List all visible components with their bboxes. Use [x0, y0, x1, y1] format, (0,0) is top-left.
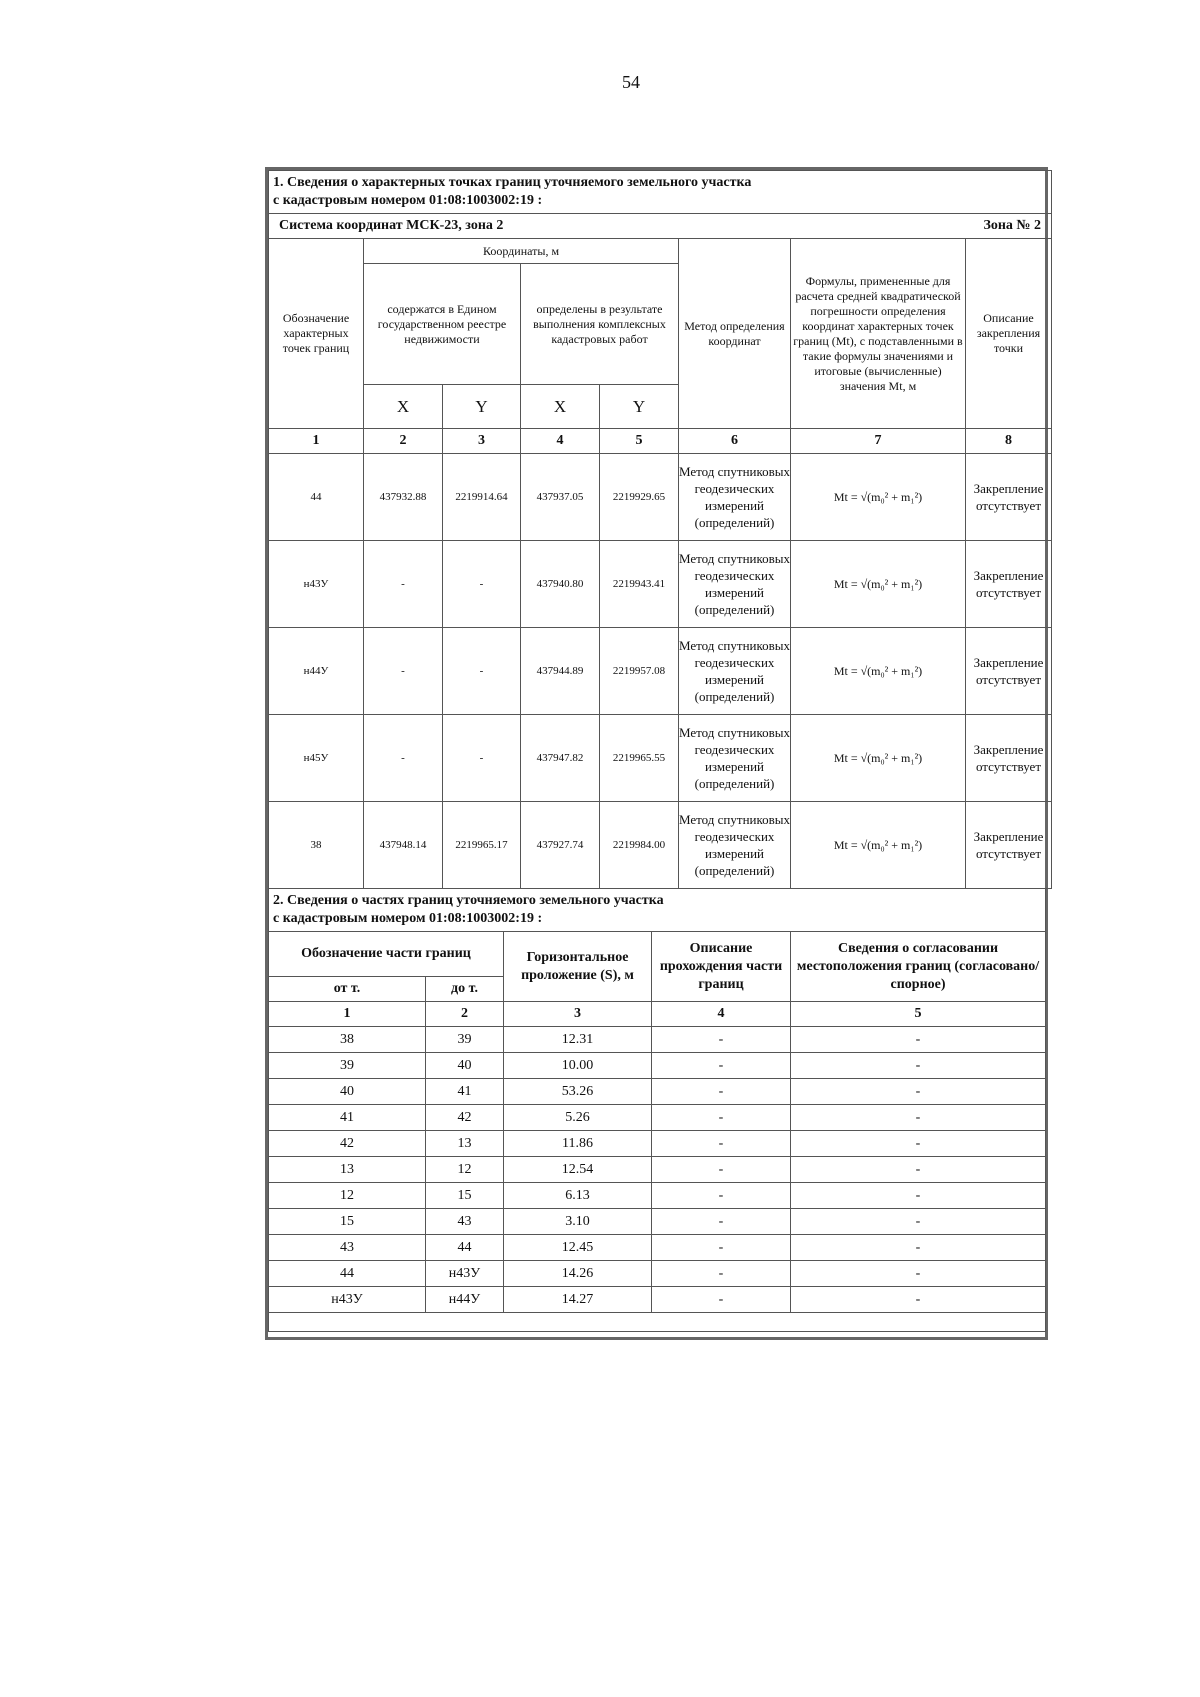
y-determined: 2219957.08 — [600, 628, 679, 715]
to-point: 15 — [426, 1183, 504, 1209]
agreement: - — [791, 1131, 1046, 1157]
agreement: - — [791, 1287, 1046, 1313]
y-registry: - — [443, 628, 521, 715]
to-point: н44У — [426, 1287, 504, 1313]
col-number: 6 — [679, 429, 791, 454]
description: - — [652, 1105, 791, 1131]
formula: Mt = √(m₀² + m₁²) — [791, 628, 966, 715]
table-row — [269, 1261, 1046, 1287]
from-point: 44 — [269, 1261, 426, 1287]
fixing: Закрепление отсутствует — [966, 454, 1052, 541]
x-registry: 437948.14 — [364, 802, 443, 889]
col-number: 8 — [966, 429, 1052, 454]
y-determined: 2219965.55 — [600, 715, 679, 802]
col-number: 1 — [269, 429, 364, 454]
x-registry: 437932.88 — [364, 454, 443, 541]
point-id: н44У — [269, 628, 364, 715]
fixing: Закрепление отсутствует — [966, 541, 1052, 628]
header-y1: Y — [443, 385, 521, 429]
agreement: - — [791, 1235, 1046, 1261]
y-determined: 2219984.00 — [600, 802, 679, 889]
agreement: - — [791, 1105, 1046, 1131]
length: 12.31 — [504, 1027, 652, 1053]
from-point: 40 — [269, 1079, 426, 1105]
y-determined: 2219929.65 — [600, 454, 679, 541]
y-registry: 2219914.64 — [443, 454, 521, 541]
description: - — [652, 1131, 791, 1157]
col-number: 7 — [791, 429, 966, 454]
length: 14.27 — [504, 1287, 652, 1313]
table-row — [269, 1079, 1046, 1105]
method: Метод спутниковых геодезических измерений (определений) — [679, 628, 791, 715]
header-agreement: Сведения о согласовании местоположения границ (согласовано/спорное) — [791, 932, 1046, 1002]
section1-title-line2: с кадастровым номером 01:08:1003002:19 : — [273, 193, 543, 208]
agreement: - — [791, 1079, 1046, 1105]
point-id: н43У — [269, 541, 364, 628]
col-number: 3 — [504, 1002, 652, 1027]
length: 14.26 — [504, 1261, 652, 1287]
agreement: - — [791, 1027, 1046, 1053]
section2-title-line1: 2. Сведения о частях границ уточняемого земельного участка — [273, 893, 664, 908]
table-row — [269, 541, 1052, 628]
agreement: - — [791, 1261, 1046, 1287]
formula: Mt = √(m₀² + m₁²) — [791, 541, 966, 628]
method: Метод спутниковых геодезических измерений (определений) — [679, 541, 791, 628]
table-row — [269, 1053, 1046, 1079]
x-registry: - — [364, 628, 443, 715]
empty-footer-row — [269, 1313, 1046, 1332]
description: - — [652, 1053, 791, 1079]
table-row — [269, 628, 1052, 715]
from-point: 38 — [269, 1027, 426, 1053]
table-row — [269, 1287, 1046, 1313]
table-row — [269, 454, 1052, 541]
header-fixing: Описание закрепления точки — [966, 239, 1052, 429]
fixing: Закрепление отсутствует — [966, 628, 1052, 715]
table-row — [269, 1157, 1046, 1183]
agreement: - — [791, 1157, 1046, 1183]
y-registry: - — [443, 541, 521, 628]
point-id: н45У — [269, 715, 364, 802]
to-point: 13 — [426, 1131, 504, 1157]
fixing: Закрепление отсутствует — [966, 715, 1052, 802]
x-registry: - — [364, 715, 443, 802]
parts-table — [268, 889, 1046, 1332]
table-row — [269, 715, 1052, 802]
from-point: 12 — [269, 1183, 426, 1209]
description: - — [652, 1027, 791, 1053]
length: 6.13 — [504, 1183, 652, 1209]
y-registry: - — [443, 715, 521, 802]
header-point: Обозначение характерных точек границ — [269, 239, 364, 429]
length: 10.00 — [504, 1053, 652, 1079]
length: 12.54 — [504, 1157, 652, 1183]
description: - — [652, 1209, 791, 1235]
method: Метод спутниковых геодезических измерений (определений) — [679, 454, 791, 541]
description: - — [652, 1157, 791, 1183]
coord-system: Система координат МСК-23, зона 2 — [269, 214, 791, 239]
header-coords: Координаты, м — [364, 239, 679, 264]
description: - — [652, 1261, 791, 1287]
header-method: Метод определения координат — [679, 239, 791, 429]
y-registry: 2219965.17 — [443, 802, 521, 889]
y-determined: 2219943.41 — [600, 541, 679, 628]
col-number: 2 — [426, 1002, 504, 1027]
x-determined: 437944.89 — [521, 628, 600, 715]
description: - — [652, 1287, 791, 1313]
table-row — [269, 1027, 1046, 1053]
point-id: 38 — [269, 802, 364, 889]
method: Метод спутниковых геодезических измерений (определений) — [679, 715, 791, 802]
x-determined: 437937.05 — [521, 454, 600, 541]
length: 53.26 — [504, 1079, 652, 1105]
to-point: 39 — [426, 1027, 504, 1053]
length: 3.10 — [504, 1209, 652, 1235]
method: Метод спутниковых геодезических измерений (определений) — [679, 802, 791, 889]
header-formula: Формулы, примененные для расчета средней квадратической погрешности определения координат характерных точек границ (Mt), с подставленными в такие формулы значениями и итоговые (вычисленные) значения Mt, м — [791, 239, 966, 429]
page-number: 54 — [622, 72, 640, 92]
to-point: н43У — [426, 1261, 504, 1287]
zone-label: Зона № 2 — [791, 214, 1052, 239]
to-point: 43 — [426, 1209, 504, 1235]
description: - — [652, 1183, 791, 1209]
col-number: 4 — [652, 1002, 791, 1027]
from-point: н43У — [269, 1287, 426, 1313]
x-determined: 437947.82 — [521, 715, 600, 802]
x-determined: 437940.80 — [521, 541, 600, 628]
header-x1: X — [364, 385, 443, 429]
formula: Mt = √(m₀² + m₁²) — [791, 802, 966, 889]
from-point: 43 — [269, 1235, 426, 1261]
section1-title-line1: 1. Сведения о характерных точках границ уточняемого земельного участка — [273, 175, 752, 190]
header-part: Обозначение части границ — [269, 932, 504, 977]
description: - — [652, 1079, 791, 1105]
table-row — [269, 1183, 1046, 1209]
length: 11.86 — [504, 1131, 652, 1157]
cadastral-document-frame — [265, 167, 1048, 1340]
col-number: 5 — [600, 429, 679, 454]
table-row — [269, 1209, 1046, 1235]
length: 5.26 — [504, 1105, 652, 1131]
from-point: 42 — [269, 1131, 426, 1157]
table-row — [269, 1105, 1046, 1131]
col-number: 3 — [443, 429, 521, 454]
formula: Mt = √(m₀² + m₁²) — [791, 454, 966, 541]
formula: Mt = √(m₀² + m₁²) — [791, 715, 966, 802]
section2-title-line2: с кадастровым номером 01:08:1003002:19 : — [273, 911, 543, 926]
to-point: 42 — [426, 1105, 504, 1131]
header-x2: X — [521, 385, 600, 429]
col-number: 2 — [364, 429, 443, 454]
description: - — [652, 1235, 791, 1261]
length: 12.45 — [504, 1235, 652, 1261]
header-length: Горизонтальное проложение (S), м — [504, 932, 652, 1002]
table-row — [269, 1235, 1046, 1261]
from-point: 15 — [269, 1209, 426, 1235]
header-y2: Y — [600, 385, 679, 429]
agreement: - — [791, 1183, 1046, 1209]
section2-title — [269, 889, 1046, 932]
header-from: от т. — [269, 977, 426, 1002]
to-point: 44 — [426, 1235, 504, 1261]
section1-title — [269, 171, 1052, 214]
header-registry: содержатся в Едином государственном реестре недвижимости — [364, 264, 521, 385]
from-point: 39 — [269, 1053, 426, 1079]
points-table — [268, 170, 1052, 889]
to-point: 40 — [426, 1053, 504, 1079]
fixing: Закрепление отсутствует — [966, 802, 1052, 889]
header-determined: определены в результате выполнения комплексных кадастровых работ — [521, 264, 679, 385]
table-row — [269, 802, 1052, 889]
x-determined: 437927.74 — [521, 802, 600, 889]
col-number: 1 — [269, 1002, 426, 1027]
agreement: - — [791, 1053, 1046, 1079]
header-to: до т. — [426, 977, 504, 1002]
x-registry: - — [364, 541, 443, 628]
point-id: 44 — [269, 454, 364, 541]
to-point: 12 — [426, 1157, 504, 1183]
from-point: 13 — [269, 1157, 426, 1183]
agreement: - — [791, 1209, 1046, 1235]
header-description: Описание прохождения части границ — [652, 932, 791, 1002]
to-point: 41 — [426, 1079, 504, 1105]
col-number: 5 — [791, 1002, 1046, 1027]
from-point: 41 — [269, 1105, 426, 1131]
col-number: 4 — [521, 429, 600, 454]
table-row — [269, 1131, 1046, 1157]
